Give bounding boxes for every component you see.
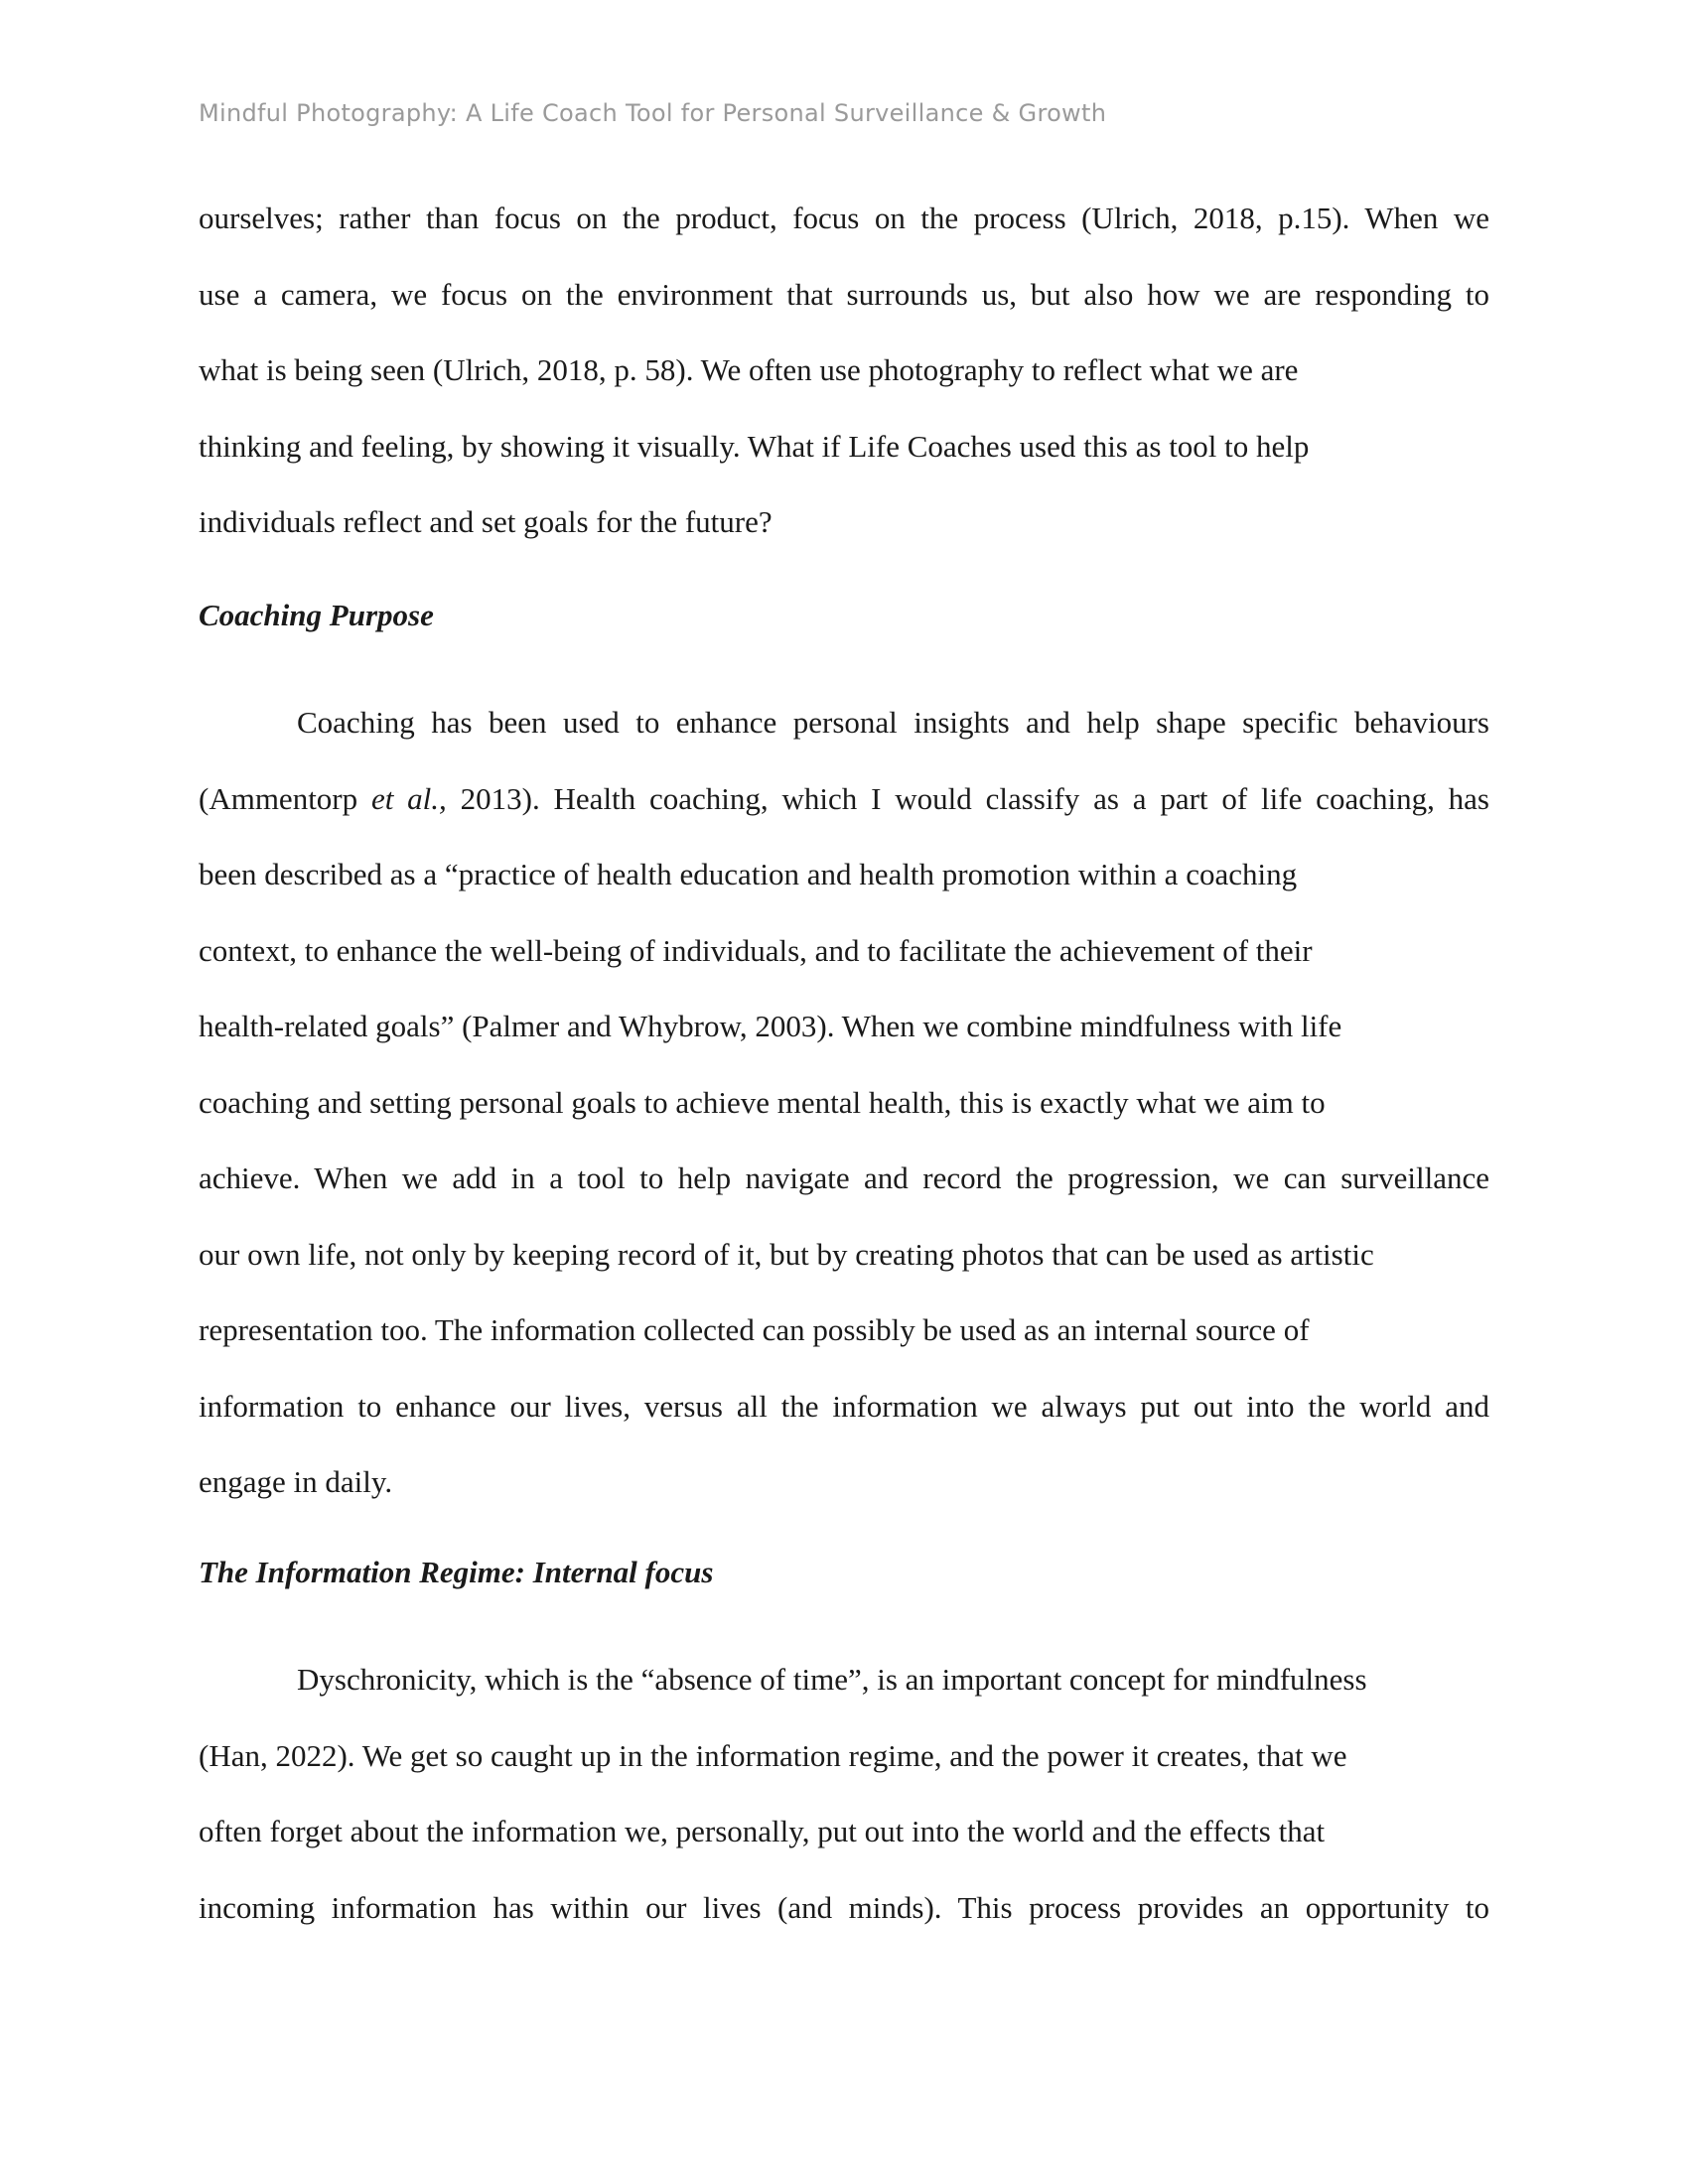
paragraph-information-regime: [199, 1642, 1489, 1946]
text-line: our own life, not only by keeping record of it, but by creating photos that can be used as artistic: [199, 1236, 1374, 1272]
text-line: context, to enhance the well-being of individuals, and to facilitate the achievement of their: [199, 932, 1313, 968]
text-line: been described as a “practice of health education and health promotion within a coaching: [199, 857, 1298, 891]
text-run: 2013). Health coaching, which I would classify as a part of life coaching, has: [446, 780, 1489, 816]
text-line: coaching and setting personal goals to achieve mental health, this is exactly what we aim to: [199, 1084, 1326, 1120]
text-line: ourselves; rather than focus on the product, focus on the process (Ulrich, 2018, p.15). When we: [199, 201, 1489, 235]
text-line: use a camera, we focus on the environment that surrounds us, but also how we are responding to: [199, 276, 1489, 312]
paragraph-continuation: [199, 181, 1489, 561]
text-run: (Ammentorp: [199, 780, 371, 816]
paragraph-coaching-purpose: [199, 685, 1489, 1521]
text-line: incoming information has within our lives (and minds). This process provides an opportunity to: [199, 1889, 1489, 1925]
text-line: thinking and feeling, by showing it visually. What if Life Coaches used this as tool to help: [199, 428, 1310, 464]
text-line: representation too. The information collected can possibly be used as an internal source of: [199, 1312, 1310, 1347]
text-line: health-related goals” (Palmer and Whybrow, 2003). When we combine mindfulness with life: [199, 1009, 1342, 1043]
text-line: engage in daily.: [199, 1464, 393, 1499]
section-heading: The Information Regime: Internal focus: [199, 1555, 714, 1589]
text-line: Dyschronicity, which is the “absence of time”, is an important concept for mindfulness: [297, 1662, 1367, 1697]
text-line: Coaching has been used to enhance personal insights and help shape specific behaviours: [297, 705, 1489, 740]
citation-emphasis: et al.,: [370, 780, 447, 816]
section-heading: Coaching Purpose: [199, 598, 434, 632]
text-line: often forget about the information we, personally, put out into the world and the effects that: [199, 1814, 1326, 1848]
text-line: information to enhance our lives, versus all the information we always put out into the world and: [199, 1388, 1489, 1424]
text-line: [199, 761, 1489, 838]
text-line: achieve. When we add in a tool to help navigate and record the progression, we can surveillance: [199, 1160, 1489, 1195]
running-head: Mindful Photography: A Life Coach Tool for Personal Surveillance & Growth: [199, 99, 1107, 127]
text-line: individuals reflect and set goals for the future?: [199, 504, 773, 539]
text-line: what is being seen (Ulrich, 2018, p. 58). We often use photography to reflect what we are: [199, 352, 1299, 387]
text-line: (Han, 2022). We get so caught up in the information regime, and the power it creates, that we: [199, 1737, 1347, 1773]
